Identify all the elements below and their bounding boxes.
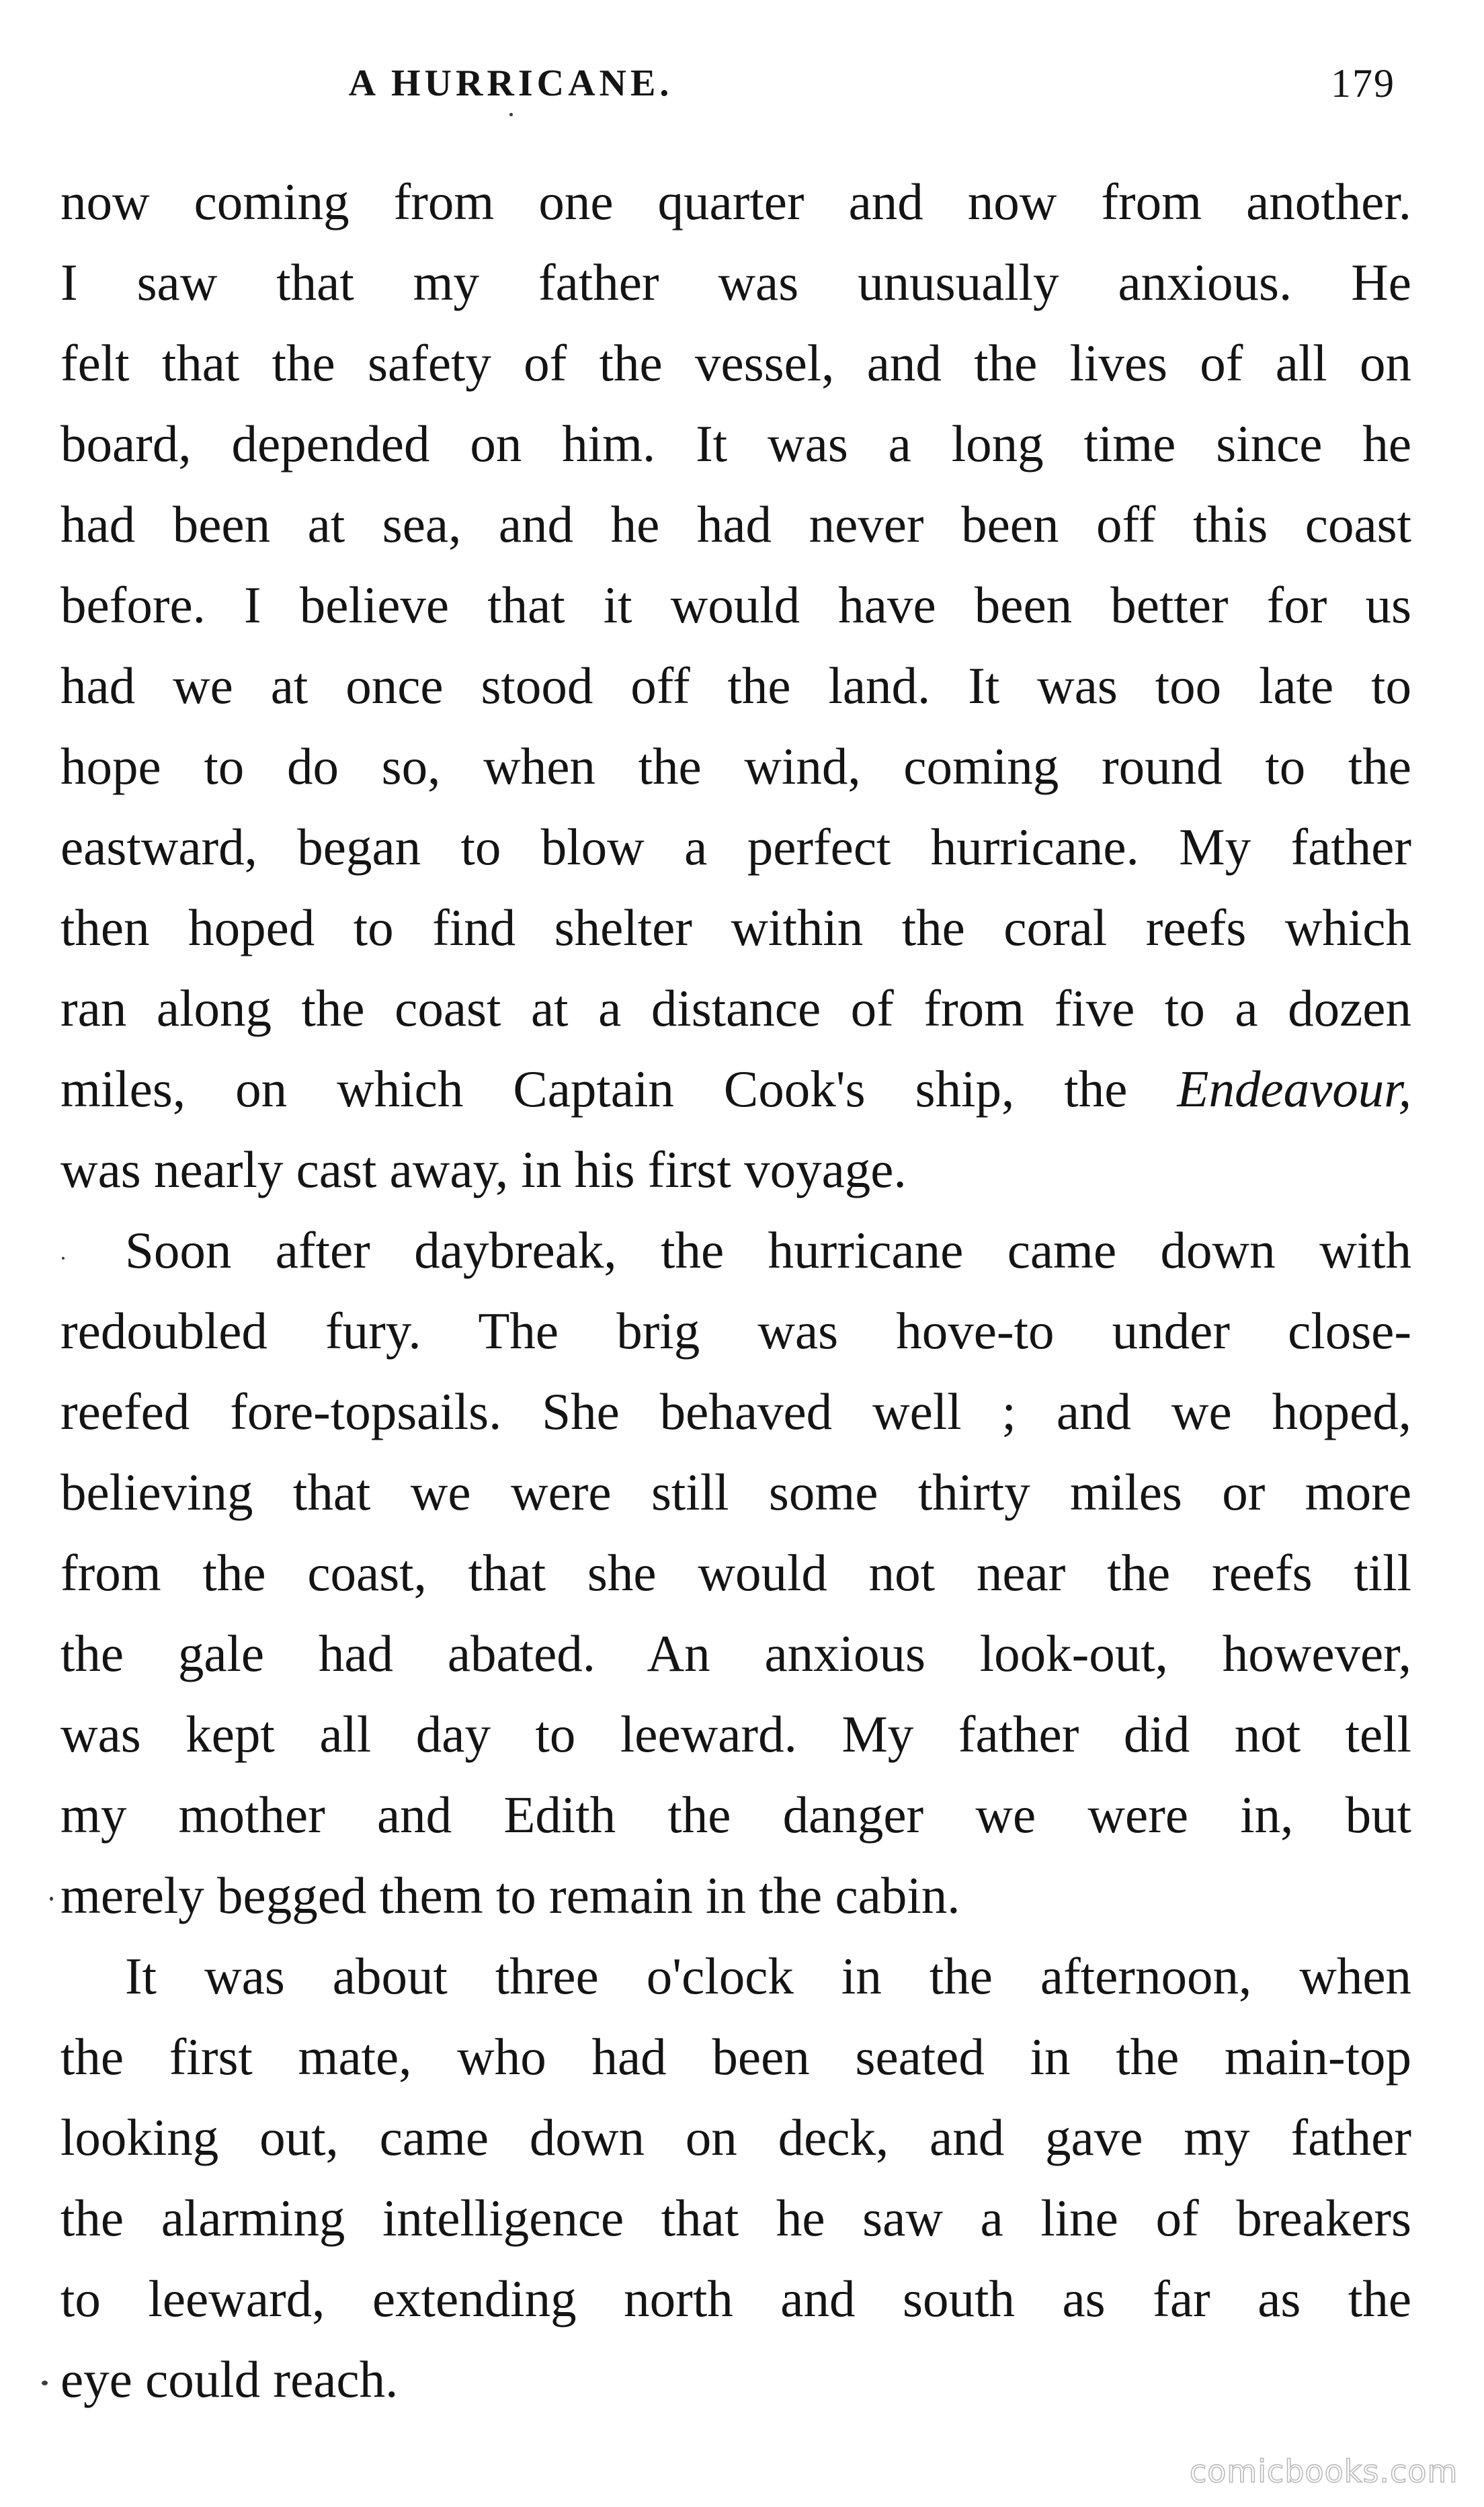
ink-speck [62, 1257, 65, 1260]
ink-speck [509, 113, 513, 116]
paragraph-3 [60, 1936, 1411, 2420]
text-line: I saw that my father was unusually anxious. He [60, 253, 1411, 311]
text-line: before. I believe that it would have been better for us [60, 576, 1411, 634]
paragraph-2 [60, 1210, 1411, 1936]
text-line: to leeward, extending north and south as far as the [60, 2270, 1411, 2328]
text-line: the gale had abated. An anxious look-out, however, [60, 1625, 1411, 1682]
text-line: It was about three o'clock in the afternoon, when [125, 1947, 1411, 2005]
text-line: hope to do so, when the wind, coming round to the [60, 737, 1411, 795]
text-line: redoubled fury. The brig was hove-to under close- [60, 1302, 1411, 1360]
paragraph-1 [60, 161, 1411, 1210]
text-line: the first mate, who had been seated in the main-top [60, 2028, 1411, 2086]
text-line: now coming from one quarter and now from another. [60, 173, 1411, 231]
text-line: my mother and Edith the danger we were in, but [60, 1786, 1411, 1844]
text-line: ran along the coast at a distance of from five to a dozen [60, 979, 1411, 1037]
text-line: eye could reach. [60, 2350, 399, 2408]
text-line: had we at once stood off the land. It was too late to [60, 657, 1411, 714]
ink-speck [50, 1897, 53, 1901]
text-line: the alarming intelligence that he saw a line of breakers [60, 2189, 1411, 2247]
text-line: board, depended on him. It was a long time since he [60, 415, 1411, 472]
text-line: Soon after daybreak, the hurricane came down with [125, 1221, 1411, 1279]
text-line: then hoped to find shelter within the coral reefs which [60, 899, 1411, 956]
text-line: had been at sea, and he had never been off this coast [60, 495, 1411, 553]
running-title: A HURRICANE. [348, 63, 673, 104]
text-line: was kept all day to leeward. My father did not tell [60, 1705, 1411, 1763]
text-line: from the coast, that she would not near the reefs till [60, 1544, 1411, 1602]
text-line: believing that we were still some thirty miles or more [60, 1463, 1411, 1521]
running-header [0, 55, 1484, 116]
body-text [60, 161, 1411, 2420]
text-line: reefed fore-topsails. She behaved well ; and we hoped, [60, 1383, 1411, 1440]
watermark-logo: comicbooks.com [1190, 2453, 1458, 2490]
text-line: eastward, began to blow a perfect hurricane. My father [60, 818, 1411, 876]
text-line: looking out, came down on deck, and gave my father [60, 2108, 1411, 2166]
text-line: merely begged them to remain in the cabin. [60, 1866, 960, 1924]
ship-name-italic: Endeavour, [1177, 1060, 1411, 1118]
line-text: miles, on which Captain Cook's ship, the [60, 1060, 1128, 1118]
ink-speck [42, 2381, 48, 2385]
text-line: felt that the safety of the vessel, and the lives of all on [60, 334, 1411, 392]
page-number: 179 [1331, 61, 1395, 106]
text-line [60, 1049, 1411, 1129]
text-line: was nearly cast away, in his first voyage. [60, 1141, 907, 1198]
